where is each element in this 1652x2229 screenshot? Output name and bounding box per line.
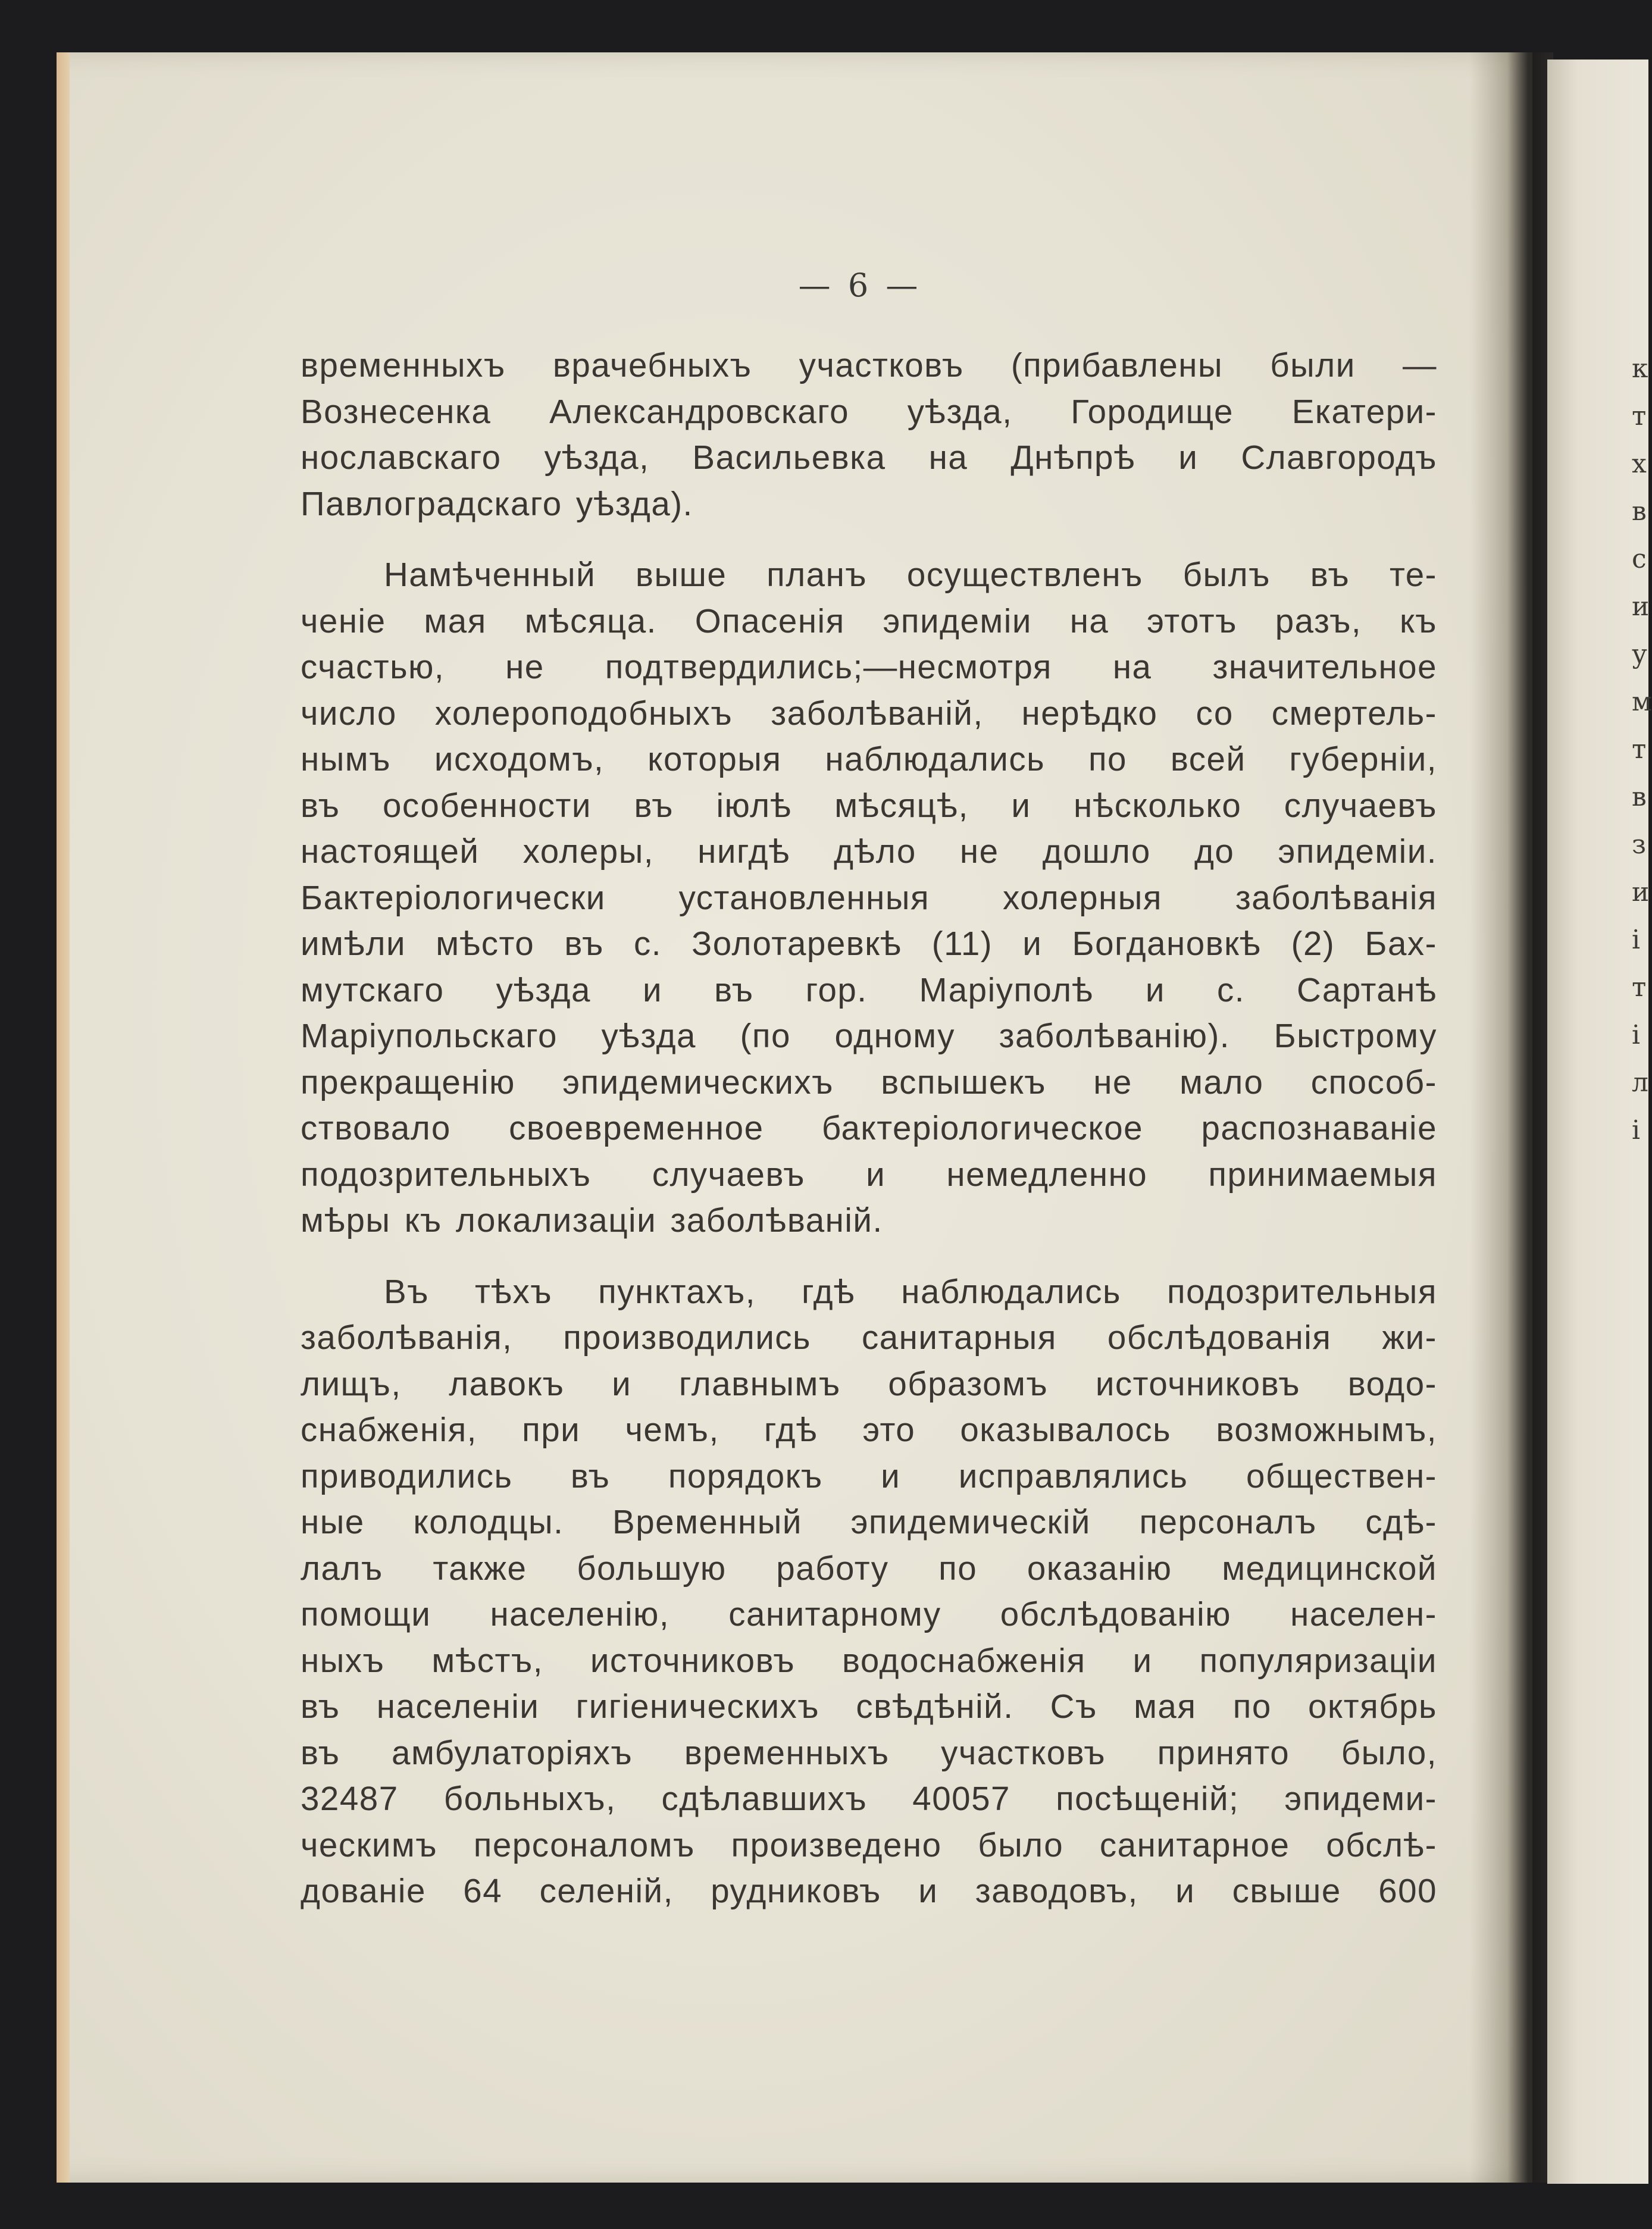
facing-letter: в — [1632, 496, 1647, 527]
text-line: нославскаго уѣзда, Васильевка на Днѣпрѣ и Славгородъ — [301, 439, 1437, 476]
facing-letter: х — [1632, 449, 1647, 479]
paragraph-1 — [301, 342, 1437, 527]
text-line: ствовало своевременное бактеріологическое распознаваніе — [301, 1109, 1437, 1147]
text-line: заболѣванія, производились санитарныя обслѣдованія жи- — [301, 1319, 1437, 1356]
text-line: ныхъ мѣстъ, источниковъ водоснабженія и популяризаціи — [301, 1641, 1437, 1679]
text-line: Бактеріологически установленныя холерныя заболѣванія — [301, 878, 1437, 916]
text-line: лищъ, лавокъ и главнымъ образомъ источниковъ водо- — [301, 1364, 1437, 1402]
facing-letter: т — [1632, 401, 1647, 431]
text-line: лалъ также большую работу по оказанію медицинской — [301, 1549, 1437, 1587]
facing-letter: к — [1632, 353, 1648, 384]
facing-letter: л — [1632, 1067, 1648, 1098]
text-line: настоящей холеры, нигдѣ дѣло не дошло до эпидеміи. — [301, 832, 1437, 870]
text-line: ные колодцы. Временный эпидемическій персоналъ сдѣ- — [301, 1503, 1437, 1541]
text-line: Маріупольскаго уѣзда (по одному заболѣванію). Быстрому — [301, 1017, 1437, 1054]
text-line: счастью, не подтвердились;—несмотря на значительное — [301, 648, 1437, 685]
text-line: Павлоградскаго уѣзда). — [301, 484, 693, 522]
text-line: 32487 больныхъ, сдѣлавшихъ 40057 посѣщеній; эпидеми- — [301, 1780, 1437, 1817]
facing-letter: т — [1632, 734, 1647, 765]
text-line: Вознесенка Александровскаго уѣзда, Городище Екатери- — [301, 392, 1437, 430]
text-line: Намѣченный выше планъ осуществленъ былъ въ те- — [384, 556, 1437, 593]
facing-letter: з — [1632, 829, 1646, 860]
body-text — [301, 342, 1437, 1914]
paragraph-3 — [301, 1269, 1437, 1914]
text-line: имѣли мѣсто въ с. Золотаревкѣ (11) и Богдановкѣ (2) Бах- — [301, 925, 1437, 962]
text-line: Въ тѣхъ пунктахъ, гдѣ наблюдались подозрительныя — [384, 1272, 1437, 1310]
text-line: дованіе 64 селеній, рудниковъ и заводовъ, и свыше 600 — [301, 1872, 1437, 1909]
facing-letter: и — [1632, 591, 1650, 622]
facing-letter: м — [1632, 687, 1652, 717]
facing-letter: і — [1632, 925, 1641, 955]
text-line: прекращенію эпидемическихъ вспышекъ не мало способ- — [301, 1063, 1437, 1101]
text-line: временныхъ врачебныхъ участковъ (прибавлены были — — [301, 346, 1437, 384]
text-line: мѣры къ локализаціи заболѣваній. — [301, 1201, 883, 1239]
book-gutter — [1470, 52, 1553, 2183]
facing-letter: с — [1632, 544, 1647, 574]
facing-letter: в — [1632, 782, 1647, 812]
paragraph-2 — [301, 552, 1437, 1244]
text-line: нымъ исходомъ, которыя наблюдались по всей губерніи, — [301, 740, 1437, 778]
text-line: число холероподобныхъ заболѣваній, нерѣдко со смертель- — [301, 694, 1437, 732]
text-line: ченіе мая мѣсяца. Опасенія эпидеміи на этотъ разъ, къ — [301, 602, 1437, 640]
text-line: въ амбулаторіяхъ временныхъ участковъ принято было, — [301, 1733, 1437, 1771]
text-line: въ населеніи гигіеническихъ свѣдѣній. Съ мая по октябрь — [301, 1688, 1437, 1725]
facing-letter: і — [1632, 1115, 1641, 1145]
text-line: помощи населенію, санитарному обслѣдованію населен- — [301, 1595, 1437, 1633]
text-line: снабженія, при чемъ, гдѣ это оказывалось возможнымъ, — [301, 1411, 1437, 1448]
facing-page-text — [1632, 345, 1652, 1154]
text-line: въ особенности въ іюлѣ мѣсяцѣ, и нѣсколько случаевъ — [301, 786, 1437, 824]
text-line: подозрительныхъ случаевъ и немедленно принимаемыя — [301, 1155, 1437, 1193]
facing-letter: и — [1632, 877, 1650, 907]
page-number: — 6 — — [798, 267, 922, 304]
facing-letter: і — [1632, 1020, 1641, 1050]
page-edge — [57, 52, 70, 2183]
text-line: ческимъ персоналомъ произведено было санитарное обслѣ- — [301, 1826, 1437, 1864]
facing-letter: т — [1632, 972, 1647, 1003]
text-line: мутскаго уѣзда и въ гор. Маріуполѣ и с. Сартанѣ — [301, 971, 1437, 1009]
text-line: приводились въ порядокъ и исправлялись обществен- — [301, 1457, 1437, 1495]
facing-letter: у — [1632, 639, 1647, 669]
